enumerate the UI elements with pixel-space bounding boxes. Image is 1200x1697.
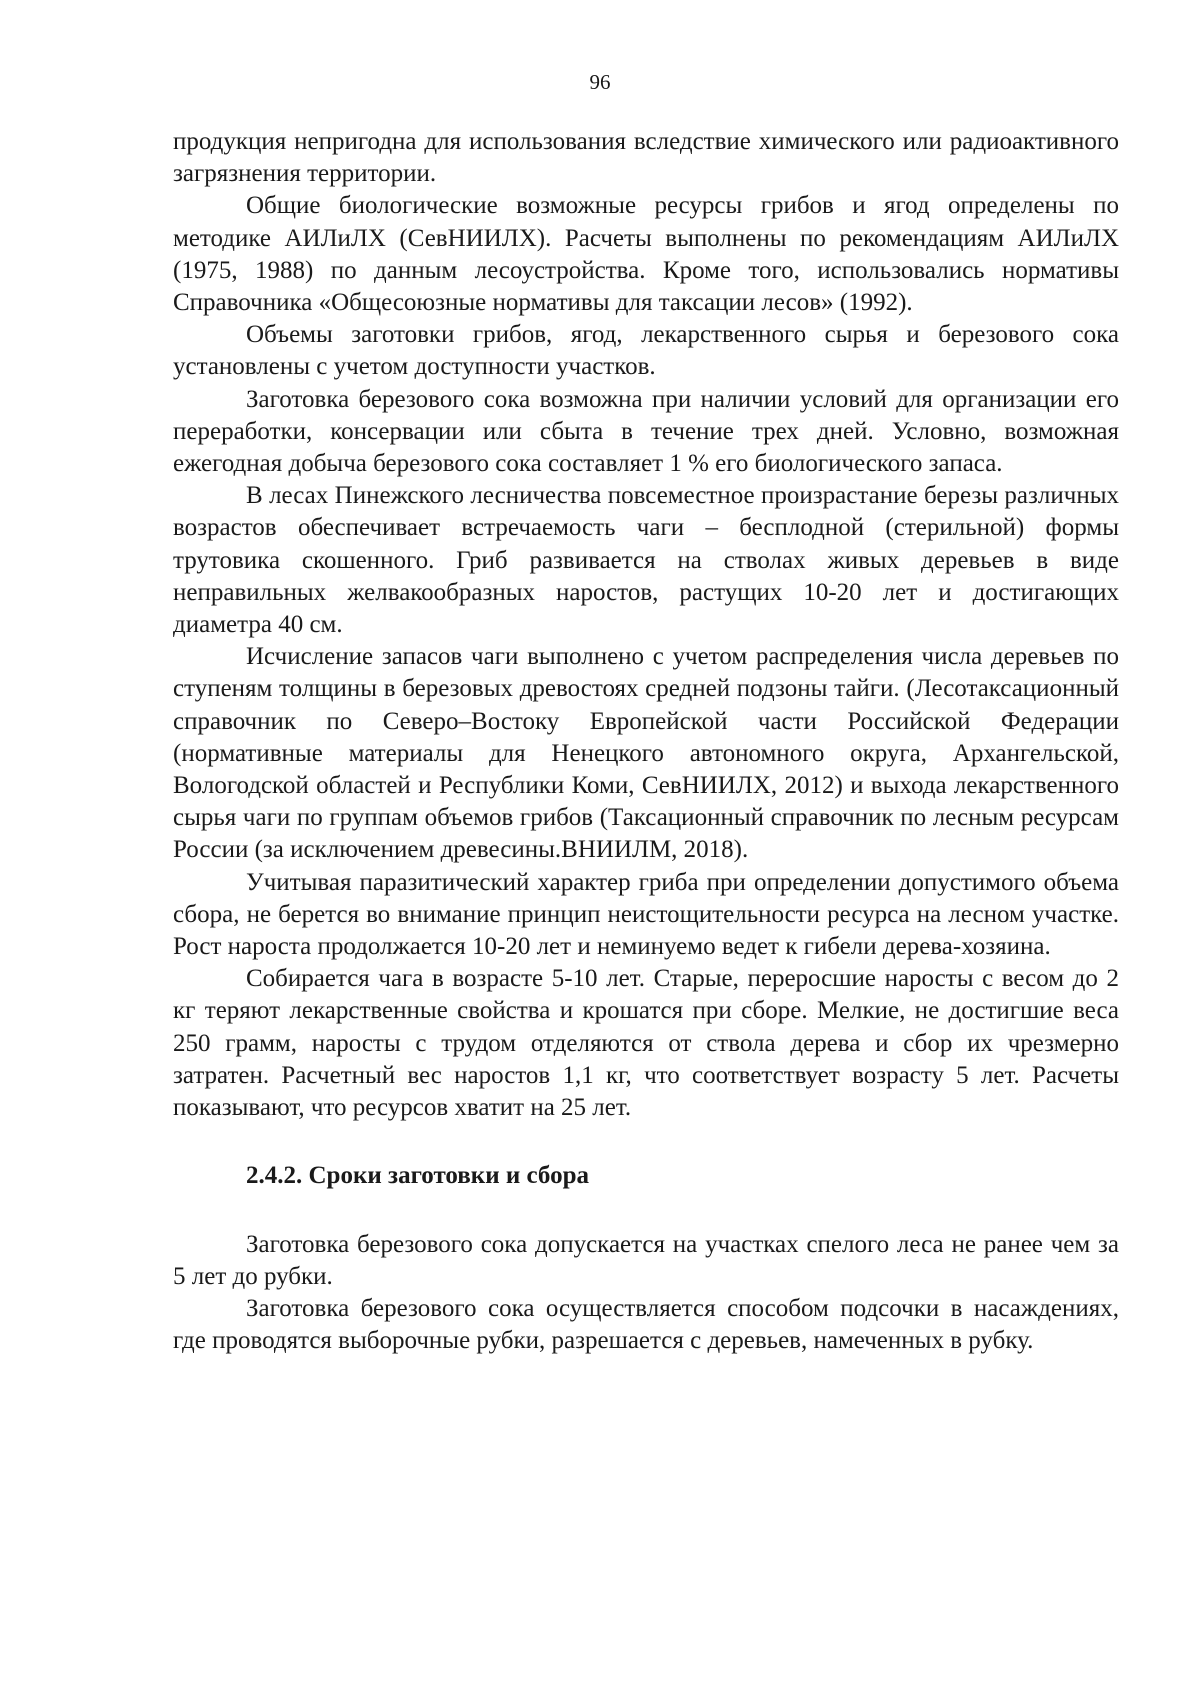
page-number: 96 xyxy=(589,70,611,94)
paragraph-continuation: продукция непригодна для использования вследствие химического или радиоактивного загрязнения территории. xyxy=(173,128,1119,188)
paragraph-sap-timing: Заготовка березового сока допускается на участках спелого леса не ранее чем за 5 лет до рубки. xyxy=(173,1230,1119,1290)
paragraph-resources-methodology: Общие биологические возможные ресурсы грибов и ягод определены по методике АИЛиЛХ (СевНИИЛХ). Расчеты выполнены по рекомендациям АИЛиЛХ (1975, 1988) по данным лесоустройства. Кроме того, использовались нормативы Справочника «Общесоюзные нормативы для таксации лесов» (1992). xyxy=(173,192,1119,317)
paragraph-parasitic-character: Учитывая паразитический характер гриба при определении допустимого объема сбора, не берется во внимание принцип неистощительности ресурса на лесном участке. Рост нароста продолжается 10-20 лет и неминуемо ведет к гибели дерева-хозяина. xyxy=(173,868,1119,961)
paragraph-birch-sap: Заготовка березового сока возможна при наличии условий для организации его переработки, консервации или сбыта в течение трех дней. Условно, возможная ежегодная добыча березового сока составляет 1 % его биологического запаса. xyxy=(173,385,1119,478)
paragraph-harvest-volumes: Объемы заготовки грибов, ягод, лекарственного сырья и березового сока установлены с учетом доступности участков. xyxy=(173,321,1119,381)
paragraph-sap-method: Заготовка березового сока осуществляется способом подсочки в насаждениях, где проводятся выборочные рубки, разрешается с деревьев, намеченных в рубку. xyxy=(173,1294,1119,1355)
paragraph-chaga-stock-calculation: Исчисление запасов чаги выполнено с учетом распределения числа деревьев по ступеням толщины в березовых древостоях средней подзоны тайги. (Лесотаксационный справочник по Северо–Востоку Европейской части Российской Федерации (нормативные материалы для Ненецкого автономного округа, Архангельской, Вологодской областей и Республики Коми, СевНИИЛХ, 2012) и выхода лекарственного сырья чаги по группам объемов грибов (Таксационный справочник по лесным ресурсам России (за исключением древесины.ВНИИЛМ, 2018). xyxy=(173,643,1119,864)
paragraph-chaga-collection: Собирается чага в возрасте 5-10 лет. Старые, переросшие наросты с весом до 2 кг теряют лекарственные свойства и крошатся при сборе. Мелкие, не достигшие веса 250 грамм, наросты с трудом отделяются от ствола дерева и сбор их чрезмерно затратен. Расчетный вес наростов 1,1 кг, что соответствует возрасту 5 лет. Расчеты показывают, что ресурсов хватит на 25 лет. xyxy=(173,965,1119,1122)
section-heading: 2.4.2. Сроки заготовки и сбора xyxy=(246,1162,589,1190)
paragraph-chaga-occurrence: В лесах Пинежского лесничества повсеместное произрастание березы различных возрастов обеспечивает встречаемость чаги – бесплодной (стерильной) формы трутовика скошенного. Гриб развивается на стволах живых деревьев в виде неправильных желвакообразных наростов, растущих 10-20 лет и достигающих диаметра 40 см. xyxy=(173,482,1119,639)
body-text xyxy=(173,126,1119,1357)
